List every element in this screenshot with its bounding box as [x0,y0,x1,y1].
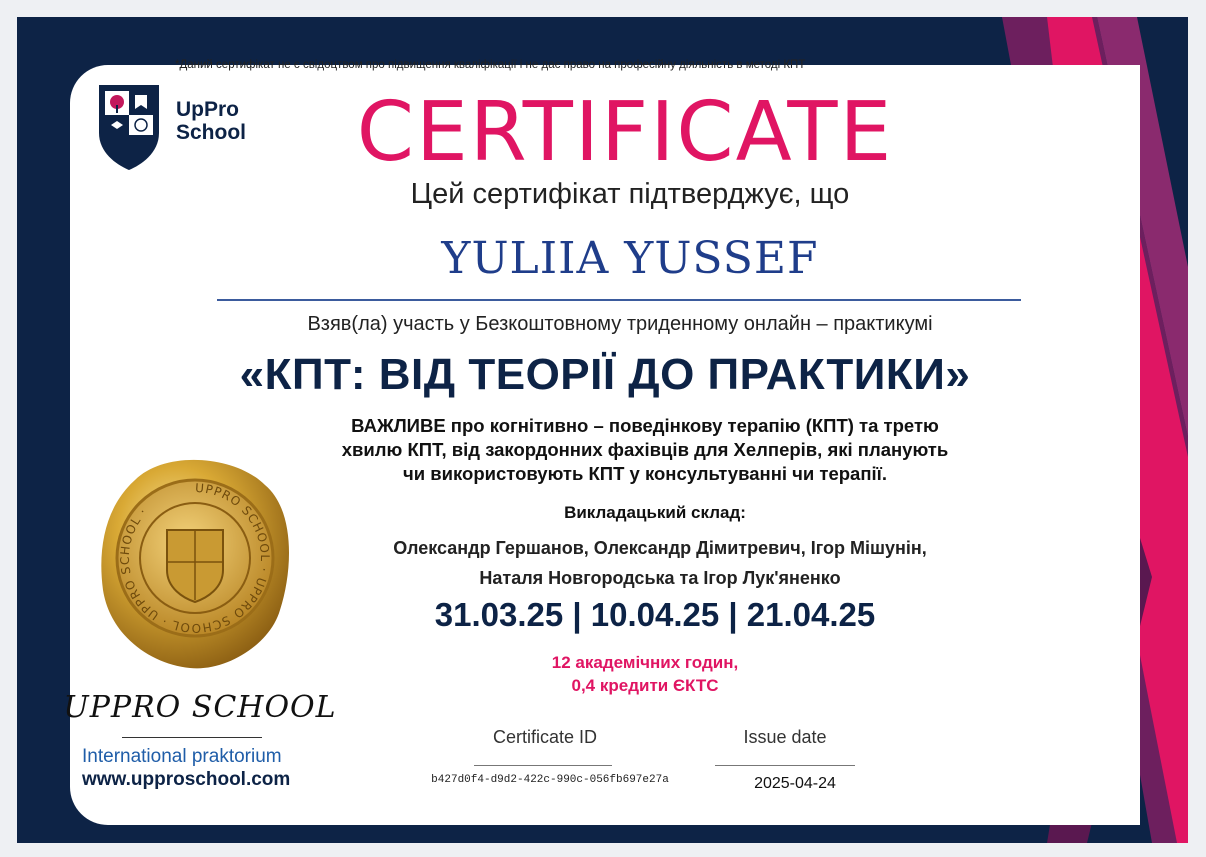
gold-wax-seal-icon [95,450,295,675]
logo-line-2: School [176,121,247,144]
brand-tagline: International praktorium [82,746,282,767]
staff-line: Наталя Новгородська та Ігор Лук'яненко [479,568,841,588]
teaching-staff-heading: Викладацький склад: [564,503,746,522]
certificate-id-value: b427d0f4-d9d2-422c-990c-056fb697e27a [431,774,669,786]
hours-line: 12 академічних годин, [551,653,739,672]
disclaimer-text: *Даний сертифікат не є свідоцтвом про підвищення кваліфікації і не дає право на професійну діяльність в методі КПТ [175,59,806,71]
certificate-subtitle: Цей сертифікат підтверджує, що [410,178,850,210]
academic-hours [440,651,850,697]
staff-line: Олександр Гершанов, Олександр Дімитревич, Ігор Мішунін, [393,538,927,558]
course-title: «КПТ: ВІД ТЕОРІЇ ДО ПРАКТИКИ» [239,350,971,399]
issue-date-value: 2025-04-24 [754,775,836,792]
issue-date-divider [715,765,855,766]
certificate-id-divider [474,765,612,766]
course-description [240,414,1050,486]
brand-name: UPPRO SCHOOL [63,690,337,725]
credits-line: 0,4 кредити ЄКТС [571,676,719,695]
website-link[interactable]: www.upproschool.com [82,769,291,790]
description-line: чи використовують КПТ у консультуванні чи терапії. [403,463,887,484]
certificate-id-label: Certificate ID [492,727,598,747]
description-line: хвилю КПТ, від закордонних фахівців для Хелперів, які планують [341,439,949,460]
course-dates: 31.03.25 | 10.04.25 | 21.04.25 [434,596,876,633]
recipient-name: YULIIA YUSSEF [441,233,819,284]
seal-ring-text: UPPRO SCHOOL · UPPRO SCHOOL · UPPRO SCHOOL · [117,480,272,636]
name-underline [217,299,1021,301]
participation-text: Взяв(ла) участь у Безкоштовному триденному онлайн – практикумі [307,313,933,335]
logo-text [176,98,246,144]
certificate-title: CERTIFICATE [356,85,894,180]
issue-date-label: Issue date [743,727,827,747]
teaching-staff-list [290,533,1030,593]
brand-divider [122,737,262,738]
logo-line-1: UpPro [176,98,239,121]
description-line: ВАЖЛИВЕ про когнітивно – поведінкову терапію (КПТ) та третю [351,415,939,436]
shield-logo-icon [97,83,161,171]
